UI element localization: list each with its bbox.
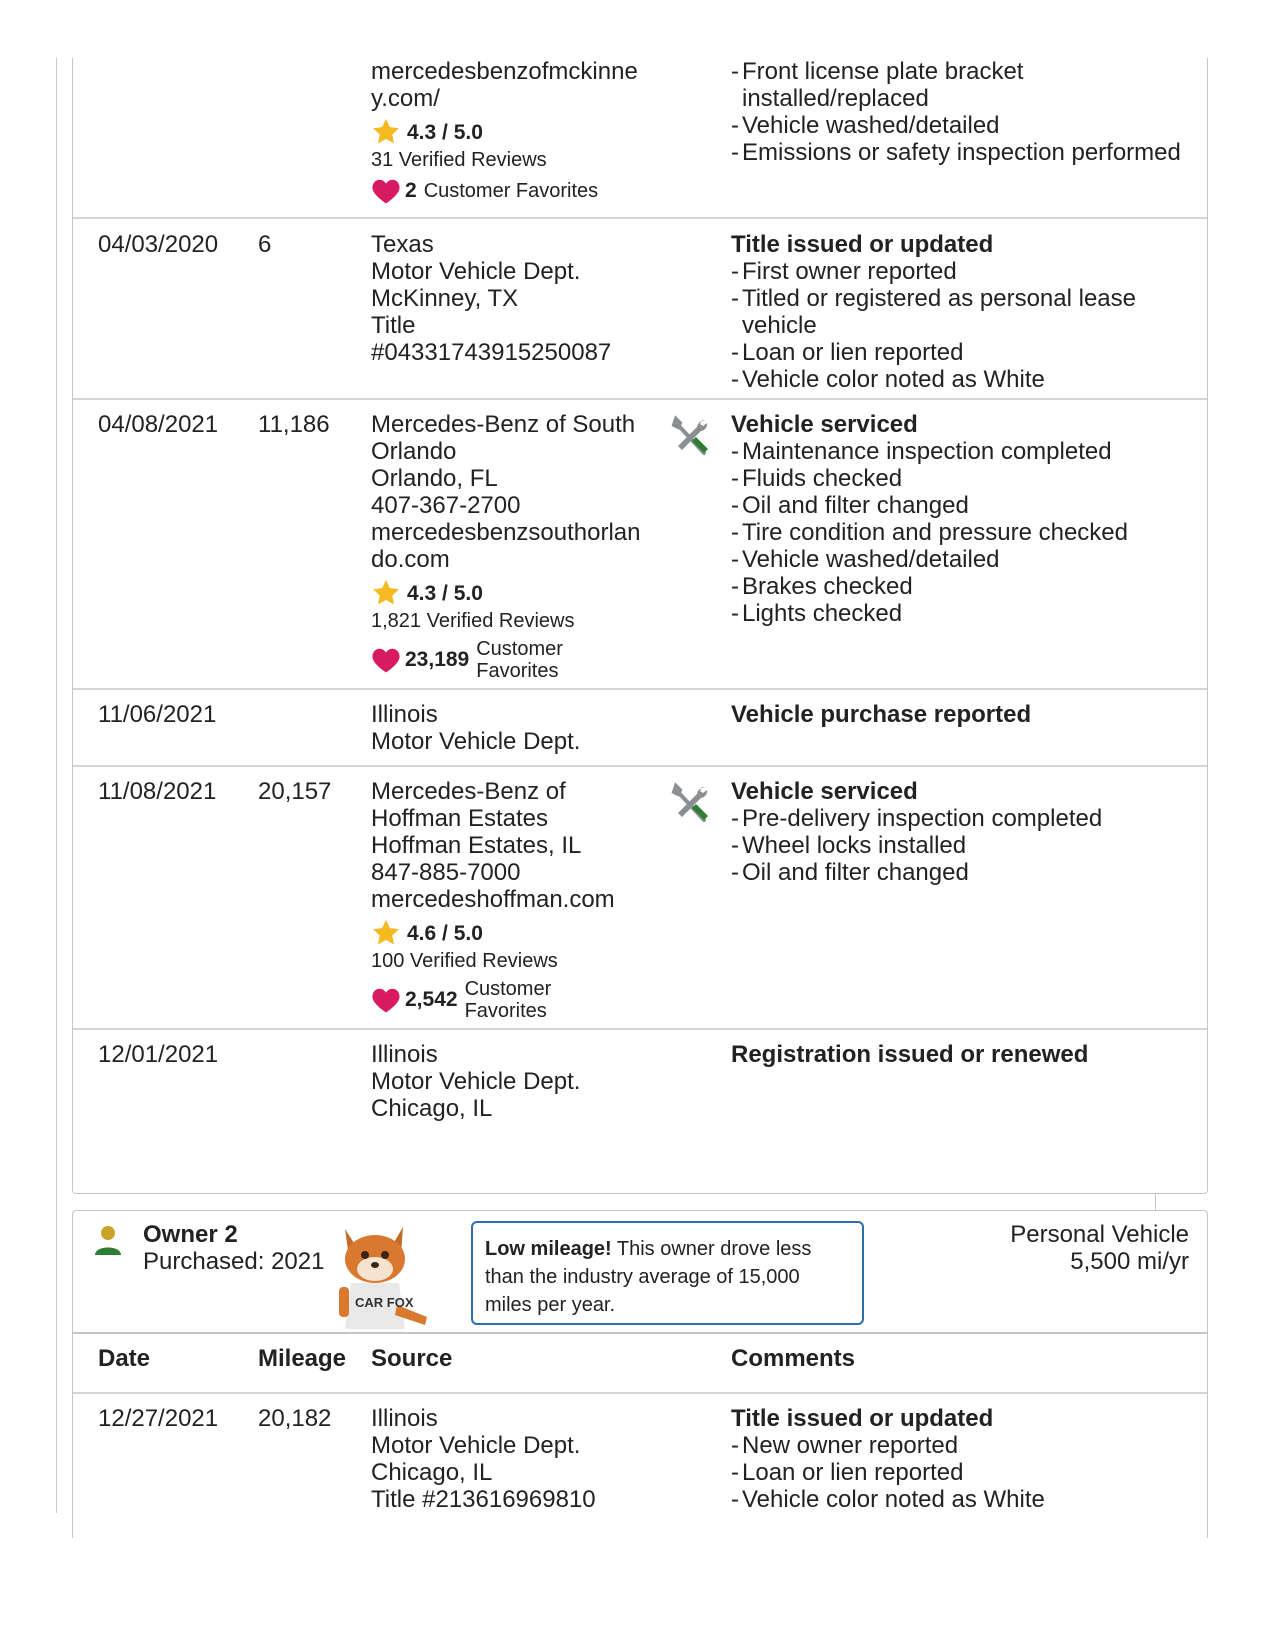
source-line: Hoffman Estates, IL [371, 832, 582, 859]
row4-website[interactable]: mercedeshoffman.com [371, 886, 615, 913]
comment-heading: Vehicle serviced [731, 411, 918, 438]
row4-date: 11/08/2021 [98, 778, 217, 805]
row4-rating-value: 4.6 / 5.0 [407, 921, 483, 945]
source-line: Orlando [371, 438, 457, 465]
row2-rating-value: 4.3 / 5.0 [407, 581, 483, 605]
row1-comments [731, 231, 1181, 393]
page-left-rule [56, 58, 57, 1513]
row2-mileage: 11,186 [258, 411, 330, 438]
row0-rating-value: 4.3 / 5.0 [407, 120, 483, 144]
row0-website-line1[interactable]: mercedesbenzofmckinne [371, 58, 638, 85]
usage-type: Personal Vehicle [1010, 1221, 1189, 1248]
row0-source [371, 58, 656, 205]
comment-item: - First owner reported [731, 258, 1181, 285]
source-line: 407-367-2700 [371, 492, 521, 519]
row2-website-line2[interactable]: do.com [371, 546, 450, 573]
row5-comments [731, 1041, 1181, 1068]
row4-mileage: 20,157 [258, 778, 332, 805]
row2-verified-reviews[interactable]: 1,821 Verified Reviews [371, 610, 575, 632]
comment-heading: Title issued or updated [731, 231, 994, 258]
source-line: Illinois [371, 701, 438, 728]
owner2-usage [1010, 1221, 1189, 1275]
row0-comments [731, 58, 1181, 166]
owner2-row-mileage: 20,182 [258, 1405, 332, 1432]
source-line: Motor Vehicle Dept. [371, 1432, 581, 1459]
col-header-comments: Comments [731, 1345, 856, 1372]
header-top-divider [73, 1332, 1207, 1334]
callout-bold: Low mileage! [485, 1238, 612, 1260]
row-divider [73, 1392, 1207, 1394]
source-line: Orlando, FL [371, 465, 498, 492]
wrench-screwdriver-icon [670, 415, 710, 457]
source-line: Chicago, IL [371, 1459, 493, 1486]
owner2-row-date: 12/27/2021 [98, 1405, 219, 1432]
source-line: Mercedes-Benz of [371, 778, 566, 805]
row2-rating [371, 578, 656, 608]
col-header-source: Source [371, 1345, 453, 1372]
wrench-screwdriver-icon [670, 782, 710, 824]
heart-icon [371, 646, 401, 674]
comment-item: - Maintenance inspection completed [731, 438, 1181, 465]
comment-item: - Vehicle washed/detailed [731, 546, 1181, 573]
comment-item: - Vehicle color noted as White [731, 366, 1181, 393]
owner2-purchased: Purchased: 2021 [143, 1248, 325, 1275]
comment-item: - Titled or registered as personal lease vehicle [731, 285, 1181, 339]
comment-item: - Emissions or safety inspection performed [731, 139, 1181, 166]
star-icon [371, 578, 401, 608]
source-line: Motor Vehicle Dept. [371, 258, 581, 285]
comment-item: - Oil and filter changed [731, 859, 1181, 886]
comment-item: - Tire condition and pressure checked [731, 519, 1181, 546]
star-icon [371, 117, 401, 147]
row0-website-line2[interactable]: y.com/ [371, 85, 440, 112]
row2-comments [731, 411, 1181, 627]
row-divider [73, 688, 1207, 690]
carfox-mascot-icon [331, 1221, 435, 1333]
row0-favorites-label: Customer Favorites [423, 180, 599, 202]
comment-heading: Title issued or updated [731, 1405, 994, 1432]
row3-date: 11/06/2021 [98, 701, 217, 728]
heart-icon [371, 986, 401, 1014]
row5-date: 12/01/2021 [98, 1041, 219, 1068]
row2-source [371, 411, 656, 682]
owner2-title: Owner 2 [143, 1221, 238, 1248]
comment-item: - Pre-delivery inspection completed [731, 805, 1181, 832]
row3-source [371, 701, 656, 755]
row1-date: 04/03/2020 [98, 231, 219, 258]
comment-item: - Front license plate bracket installed/replaced [731, 58, 1181, 112]
row-divider [73, 1028, 1207, 1030]
source-line: #04331743915250087 [371, 339, 612, 366]
comment-heading: Vehicle serviced [731, 778, 918, 805]
row-divider [73, 398, 1207, 400]
source-line: McKinney, TX [371, 285, 519, 312]
comment-item: - New owner reported [731, 1432, 1181, 1459]
row5-source [371, 1041, 656, 1122]
carfox-shirt-text: CAR FOX [355, 1295, 414, 1310]
source-line: Title #213616969810 [371, 1486, 596, 1513]
source-line: Hoffman Estates [371, 805, 548, 832]
source-line: Chicago, IL [371, 1095, 493, 1122]
row1-source [371, 231, 656, 366]
comment-item: - Vehicle washed/detailed [731, 112, 1181, 139]
row4-favorites-count: 2,542 [405, 988, 458, 1011]
row4-source [371, 778, 656, 1022]
comment-item: - Oil and filter changed [731, 492, 1181, 519]
row2-date: 04/08/2021 [98, 411, 219, 438]
heart-icon [371, 177, 401, 205]
comment-item: - Lights checked [731, 600, 1181, 627]
row4-favorites [371, 978, 656, 1022]
row-divider [73, 217, 1207, 219]
row3-comments [731, 701, 1181, 728]
comment-item: - Wheel locks installed [731, 832, 1181, 859]
source-line: Texas [371, 231, 434, 258]
comment-item: - Loan or lien reported [731, 1459, 1181, 1486]
row4-rating [371, 918, 656, 948]
comment-heading: Registration issued or renewed [731, 1041, 1089, 1068]
owner2-section [72, 1210, 1208, 1538]
row0-rating [371, 117, 656, 147]
col-header-mileage: Mileage [258, 1345, 347, 1372]
callout-text: This owner drove less than the industry average of 15,000 miles per year. [485, 1238, 812, 1316]
owner2-row-source [371, 1405, 671, 1513]
row0-verified-reviews[interactable]: 31 Verified Reviews [371, 149, 547, 171]
row2-website-line1[interactable]: mercedesbenzsouthorlan [371, 519, 641, 546]
row0-favorites-count: 2 [405, 179, 417, 202]
comment-heading: Vehicle purchase reported [731, 701, 1032, 728]
source-line: Mercedes-Benz of South [371, 411, 636, 438]
row0-favorites [371, 177, 656, 205]
comment-item: - Brakes checked [731, 573, 1181, 600]
source-line: Motor Vehicle Dept. [371, 1068, 581, 1095]
owner1-history-table [72, 58, 1208, 1194]
source-line: Illinois [371, 1405, 438, 1432]
row2-favorites-label: Customer Favorites [476, 638, 563, 682]
row4-comments [731, 778, 1181, 886]
row4-favorites-label: Customer Favorites [464, 978, 552, 1022]
source-line: Illinois [371, 1041, 438, 1068]
row-divider [73, 765, 1207, 767]
comment-item: - Vehicle color noted as White [731, 1486, 1181, 1513]
owner2-row-comments [731, 1405, 1181, 1513]
source-line: Title [371, 312, 416, 339]
low-mileage-callout [471, 1221, 864, 1325]
row2-favorites [371, 638, 656, 682]
source-line: Motor Vehicle Dept. [371, 728, 581, 755]
source-line: 847-885-7000 [371, 859, 521, 886]
row4-verified-reviews[interactable]: 100 Verified Reviews [371, 950, 558, 972]
usage-miles: 5,500 mi/yr [1070, 1248, 1189, 1275]
row1-mileage: 6 [258, 231, 272, 258]
owner-person-icon [93, 1225, 123, 1259]
comment-item: - Loan or lien reported [731, 339, 1181, 366]
comment-item: - Fluids checked [731, 465, 1181, 492]
star-icon [371, 918, 401, 948]
row2-favorites-count: 23,189 [405, 648, 470, 671]
col-header-date: Date [98, 1345, 151, 1372]
